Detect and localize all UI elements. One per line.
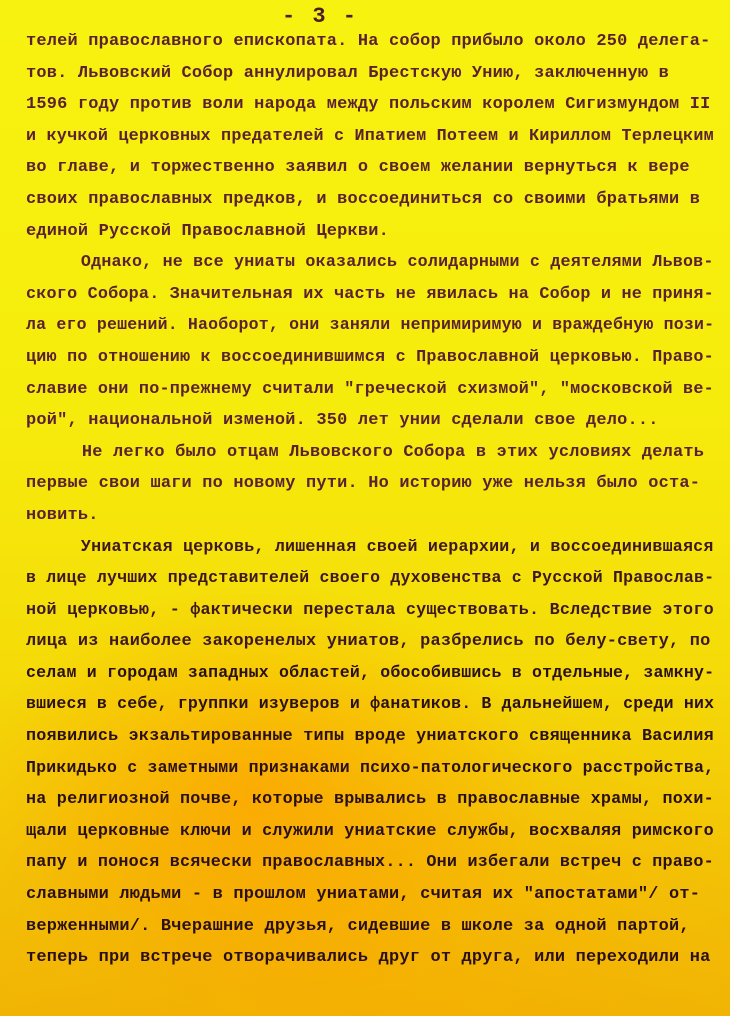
text-line: вшиеся в себе, группки изуверов и фанатиков. В дальнейшем, среди них — [26, 695, 715, 715]
text-line: славными людьми - в прошлом униатами, считая их "апостатами"/ от- — [26, 885, 701, 905]
text-line: и кучкой церковных предателей с Ипатием Потеем и Кириллом Терлецким — [26, 126, 714, 146]
text-line: во главе, и торжественно заявил о своем желании вернуться к вере — [26, 158, 690, 178]
paragraph-first-line: Униатская церковь, лишенная своей иерархии, и воссоединившаяся — [80, 537, 714, 557]
text-line: телей православного епископата. На собор прибыло около 250 делега- — [26, 32, 711, 51]
text-line: Прикидько с заметными признаками психо-патологического расстройства, — [26, 758, 715, 778]
text-line: папу и понося всячески православных... Они избегали встреч с право- — [26, 853, 714, 873]
text-line: славие они по-прежнему считали "греческой схизмой", "московской ве- — [26, 379, 714, 399]
paragraph-first-line: Не легко было отцам Львовского Собора в этих условиях делать — [81, 442, 705, 462]
text-line: лица из наиболее закоренелых униатов, разбрелись по белу-свету, по — [26, 632, 711, 652]
text-line: 1596 году против воли народа между польским королем Сигизмундом II — [26, 95, 711, 115]
text-line: рой", национальной изменой. 350 лет унии сделали свое дело... — [26, 411, 659, 431]
text-line: первые свои шаги по новому пути. Но историю уже нельзя было оста- — [26, 474, 701, 494]
text-line: цию по отношению к воссоединившимся с Православной церковью. Право- — [26, 347, 714, 367]
text-line: в лице лучших представителей своего духовенства с Русской Православ- — [26, 569, 715, 589]
text-line: теперь при встрече отворачивались друг от друга, или переходили на — [26, 948, 711, 968]
text-line: ной церковью, - фактически перестала существовать. Вследствие этого — [26, 600, 714, 620]
text-line: ского Собора. Значительная их часть не явилась на Собор и не приня- — [26, 284, 714, 304]
document-body — [26, 26, 716, 974]
text-line: новить. — [26, 505, 99, 525]
text-line: появились экзальтированные типы вроде униатского священника Василия — [26, 727, 714, 747]
text-line: единой Русской Православной Церкви. — [26, 221, 389, 241]
text-line: тов. Львовский Собор аннулировал Брестскую Унию, заключенную в — [26, 63, 669, 83]
text-line: селам и городам западных областей, обособившись в отдельные, замкну- — [26, 663, 715, 683]
paragraph-first-line: Однако, не все униаты оказались солидарными с деятелями Львов- — [80, 253, 714, 273]
text-line: своих православных предков, и воссоединиться со своими братьями в — [26, 189, 701, 209]
page-number: - 3 - — [281, 4, 358, 29]
text-line: ла его решений. Наоборот, они заняли непримиримую и враждебную пози- — [26, 316, 715, 336]
text-line: верженными/. Вчерашние друзья, сидевшие в школе за одной партой, — [26, 916, 690, 936]
text-line: на религиозной почве, которые врывались в православные храмы, похи- — [26, 790, 714, 810]
text-line: щали церковные ключи и служили униатские службы, восхваляя римского — [26, 821, 714, 841]
